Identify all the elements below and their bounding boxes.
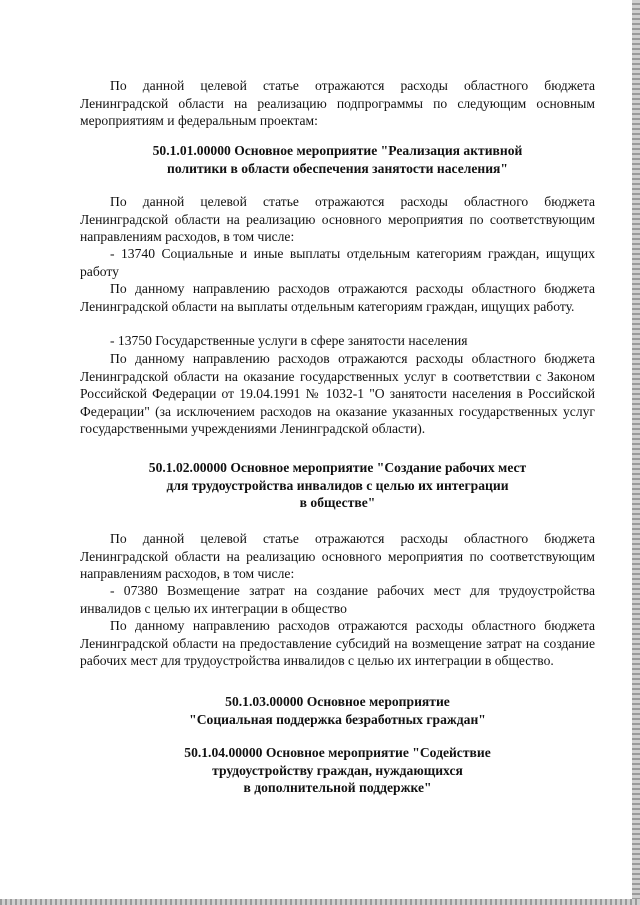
section2-heading-line2: для трудоустройства инвалидов с целью их интеграции xyxy=(166,477,509,493)
section2-heading-line3: в обществе" xyxy=(299,495,376,510)
section1-heading-line1: 50.1.01.00000 Основное мероприятие "Реализация активной xyxy=(152,143,523,158)
section1-item1: - 13740 Социальные и иные выплаты отдельным категориям граждан, ищущих работу xyxy=(80,246,595,279)
section1-item2: - 13750 Государственные услуги в сфере занятости населения xyxy=(110,333,468,348)
section3-heading xyxy=(80,693,595,728)
scan-edge-right xyxy=(632,0,640,905)
scan-edge-bottom xyxy=(0,899,640,905)
section4-heading-line1: 50.1.04.00000 Основное мероприятие "Содействие xyxy=(184,745,491,760)
section3-heading-line2: "Социальная поддержка безработных граждан" xyxy=(189,711,486,727)
section2-paragraph: По данной целевой статье отражаются расходы областного бюджета Ленинградской области на реализацию основного мероприятия по соответствующим направлениям расходов, в том числе: xyxy=(80,531,595,581)
intro-paragraph: По данной целевой статье отражаются расходы областного бюджета Ленинградской области на реализацию подпрограммы по следующим основным мероприятиям и федеральным проектам: xyxy=(80,78,595,128)
document-page xyxy=(80,0,595,905)
section1-heading-line2: политики в области обеспечения занятости населения" xyxy=(167,160,508,176)
section1-heading xyxy=(80,142,595,177)
section2-heading-line1: 50.1.02.00000 Основное мероприятие "Создание рабочих мест xyxy=(148,460,527,475)
section4-heading-line3: в дополнительной поддержке" xyxy=(243,780,432,795)
section2-heading xyxy=(80,459,595,512)
section1-item1-description: По данному направлению расходов отражаются расходы областного бюджета Ленинградской области на выплаты отдельным категориям граждан, ищущих работу. xyxy=(80,281,595,314)
section2-item1-description: По данному направлению расходов отражаются расходы областного бюджета Ленинградской области на предоставление субсидий на возмещение затрат на создание рабочих мест для трудоустройства инвалидов с целью их интеграции в общество. xyxy=(80,618,595,668)
section4-heading xyxy=(80,744,595,797)
section2-item1: - 07380 Возмещение затрат на создание рабочих мест для трудоустройства инвалидов с целью их интеграции в общество xyxy=(80,583,595,616)
section1-item2-description: По данному направлению расходов отражаются расходы областного бюджета Ленинградской области на оказание государственных услуг в соответствии с Законом Российской Федерации от 19.04.1991 № 1032-1 "О занятости населения в Российской Федерации" (за исключением расходов на оказание указанных государственных услуг государственными учреждениями Ленинградской области). xyxy=(80,351,595,436)
section1-paragraph: По данной целевой статье отражаются расходы областного бюджета Ленинградской области на реализацию основного мероприятия по соответствующим направлениям расходов, в том числе: xyxy=(80,194,595,244)
section4-heading-line2: трудоустройству граждан, нуждающихся xyxy=(212,762,463,778)
section3-heading-line1: 50.1.03.00000 Основное мероприятие xyxy=(225,694,450,709)
